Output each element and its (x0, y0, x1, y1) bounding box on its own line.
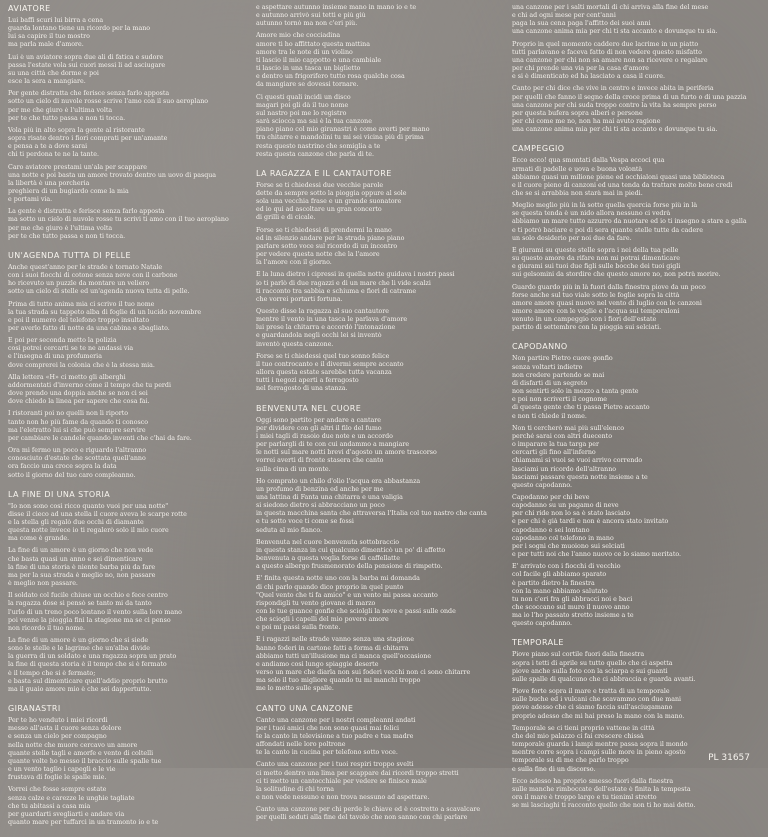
lyric-line: perché sarai con altri duecento (512, 432, 612, 440)
lyric-line: è partito dietro la finestra (512, 579, 595, 587)
song-title: GIRANASTRI (8, 704, 61, 714)
lyric-line: questa notte invece io ti regalerò solo il mio cuore (8, 527, 169, 535)
lyric-line: non credere partendo se mai (512, 371, 605, 379)
lyric-line: ma sotto un cielo di nuvole rosse tu scrivi ti amo con il tuo aeroplano (8, 216, 229, 224)
lyric-line: sulla cima di un monte. (256, 465, 331, 473)
song-block (256, 404, 496, 694)
lyric-line: ed io qui ad ascoltare un gran concerto (256, 206, 382, 214)
lyric-line: i miei tagli di rasoio due note e un accordo (256, 432, 393, 440)
lyric-line: quanto mare per tuffarci in un tramonto io e te (8, 818, 159, 826)
lyric-line: sotto il giorno del tuo caro compleanno. (8, 471, 136, 479)
lyric-line: se mi lasciaghi ti racconto quello che non ti ho mai detto. (512, 802, 696, 810)
lyric-line: mentre il vento in una tasca le parlava d'amore (256, 316, 408, 324)
lyric-line: resta questa canzone che parla di te. (256, 150, 374, 158)
lyric-line: per quelli che fanno il segno della croce prima di un furto o di una pazzia (512, 93, 747, 101)
lyric-line: per vedere questa notte che la l'amore (256, 251, 380, 259)
lyric-line: e poi mi passi sulla fronte. (256, 624, 341, 632)
lyric-line: ti racconto tra sabbia e schiuma e fiori di catrame (256, 287, 417, 295)
lyric-line: lui prese la chitarra e accordò l'intonazione (256, 324, 396, 332)
lyric-line: "Quel vento che ti fa amico" e un vento mi passa accanto (256, 591, 438, 599)
lyric-line: il tuo controcanto e il divermi sempre accanto (256, 360, 404, 368)
lyric-line: Ora mi fermo un poco e riguardo l'altranno (8, 447, 147, 455)
lyric-line: senza voltarti indietro (512, 363, 583, 371)
lyric-line: per chi prende una via per la casa d'amore (512, 65, 649, 73)
lyric-line: per te che tutto passa e non ti tocca. (8, 114, 126, 122)
lyric-line: Canto una canzone per chi perde le chiave ed è costretto a scavalcare (256, 806, 481, 814)
lyric-line: ma l'eletratto lui si che può sempre servire (8, 426, 146, 434)
lyric-line: che sciogli i capelli del mio povero amore (256, 616, 389, 624)
lyric-line: e portami via. (8, 196, 53, 204)
lyric-line: messo all'asta il cuore senza dolore (8, 725, 122, 733)
lyric-line: e andiamo così lungo spiaggie deserte (256, 660, 379, 668)
lyric-line: che del mio palazzo ci fai crescere chissà (512, 732, 644, 740)
lyric-line: per chi ride non lo sa è stato lasciato (512, 510, 631, 518)
lyric-line: autunno tornò ma non c'eri più. (256, 20, 358, 28)
lyric-line: benvenuta a questa voglia forse di caffellatte (256, 555, 400, 563)
lyrics (8, 717, 248, 827)
lyric-line: Ho comprato un chilo d'olio l'acqua era abbastanza (256, 477, 421, 485)
lyrics (8, 503, 248, 694)
lyric-line: io ti parlò di due ragazzi e di un mare che li vide scalzi (256, 279, 431, 287)
lyrics (256, 717, 496, 823)
lyric-line: E la luna dietro i cipressi in quella notte guidava i nostri passi (256, 271, 455, 279)
lyric-line: di chi parlo quando dico proprio in quel punto (256, 583, 404, 591)
lyric-line: ed in silenzio andare per la strada piano piano (256, 234, 405, 242)
lyric-line: passa l'estate vola sui cuori messi li ad asciugare (8, 61, 166, 69)
lyrics (512, 651, 752, 810)
lyric-line: e autunno arrivò sui tetti e più giù (256, 12, 366, 20)
lyric-line: lui sa capire il tuo mostro (8, 33, 90, 41)
lyrics (256, 182, 496, 394)
lyric-line: un profumo di benzina ed anche per me (256, 485, 384, 493)
lyrics (8, 17, 248, 241)
lyric-line: per averlo fatto di notte da una cabina e sbagliato. (8, 325, 170, 332)
lyric-line: lasciami un ricordo dell'altranno (512, 465, 617, 473)
lyric-line: Canto una canzone per i tuoi respiri troppo svelti (256, 761, 414, 769)
lyric-line: esce la sera a mangiare. (8, 78, 86, 86)
lyric-line: I ristoranti poi no quelli non li riporto (8, 410, 129, 418)
lyric-line: per parlargli di te con cui andammo a mangiare (256, 441, 410, 449)
lyric-line: Benvenuta nel cuore benvenuta sottobraccio (256, 538, 400, 546)
lyric-line: la guerra di un soldato e una ragazza sopra un prato (8, 653, 177, 661)
lyric-line: Il soldato col fucile chiuse un occhio e fece centro (8, 592, 168, 600)
lyric-line: tanto non ho più fame da quando ti conosco (8, 418, 149, 426)
lyric-line: e il cuore pieno di canzoni ed una tenda da trattare molto bene credi (512, 181, 733, 189)
lyric-line: ma parla male d'amore. (8, 41, 84, 49)
lyric-line: amore tra le note di un violino (256, 48, 353, 56)
lyric-line: la solitudine di chi torna (256, 785, 335, 793)
lyric-line: Canto una canzone per i nostri compleanni andati (256, 716, 416, 724)
lyric-line: addormentati d'inverno come il tempo che tu perdi (8, 381, 171, 389)
lyric-line: cercarti gli fino all'inferno (512, 449, 596, 457)
lyric-line: da mangiare se dovessi tornare. (256, 81, 359, 89)
lyric-line: hanno foderi in cartone fatti a forma di chitarra (256, 644, 409, 652)
lyric-line: e sulla fine di un discorso. (512, 765, 596, 773)
lyric-line: "Io non sono così ricco quanto vuoi per una notte" (8, 502, 169, 510)
lyric-line: e dentro un frigorifero tutto rosa qualche cosa (256, 73, 405, 81)
lyric-line: per i tuoi amici che non sono quasi mai felici (256, 724, 399, 732)
lyric-line: piove adesso che ci siamo faccia sull'asciugamano (512, 704, 673, 712)
song-title: CAPODANNO (512, 342, 568, 352)
lyric-line: Ecco ecco! qua smontati dalla Vespa eccoci qua (512, 157, 665, 165)
lyric-line: ho ricevuto un puzzle da montare un veliero (8, 280, 150, 288)
lyric-line: temporale guarda i lampi mentre passa sopra il mondo (512, 741, 688, 749)
lyric-line: temporale su di me che parlo troppo (512, 757, 629, 765)
lyric-line: sarà sciocca ma sai è la tua canzone (256, 118, 372, 126)
lyric-line: dove comprerei la colonia che è la stessa mia. (8, 361, 155, 369)
lyric-line: e non vede nessuno e non trova nessuno ad aspettare. (256, 793, 430, 801)
lyric-line: che tu abitassi a casa mia (8, 802, 91, 810)
song-title: BENVENUTA NEL CUORE (256, 403, 362, 413)
lyric-line: sotto un cielo di stelle ed un'agenda nuova tutta di pelle. (8, 288, 190, 296)
lyric-line: proprio adesso che mi hai preso la mano con la mano. (512, 712, 685, 720)
song-block (512, 4, 752, 134)
lyric-line: e tu sotto voce ti come se fossi (256, 518, 354, 526)
lyric-line: verso un mare che diarla non sui foderi vecchi non ci sono chitarre (256, 669, 471, 677)
song-block (8, 251, 248, 480)
lyric-line: con i suoi fiocchi di cotone senza neve con il carbone (8, 272, 178, 280)
lyric-line: e pensa a te a dove sarai (8, 143, 88, 151)
lyric-line: che vorrei portarti fortuna. (256, 295, 343, 303)
song-title: LA FINE DI UNA STORIA (8, 489, 111, 499)
song-title: CANTO UNA CANZONE (256, 703, 354, 713)
lyric-line: quante stelle tagli e amorfe e vento di coltelli (8, 749, 154, 757)
lyric-line: nella notte che muore cercavo un amore (8, 741, 138, 749)
lyric-line: sono le stelle e le lagrime che un'alba divide (8, 645, 150, 653)
lyric-line: magari poi gli dà il tuo nome (256, 101, 349, 109)
lyric-line: sulle manche rimboccate dell'estate è finita la tempesta (512, 785, 691, 793)
lyric-line: sulle buche ed i vulcani che scavammo con due mani (512, 696, 682, 704)
lyric-line: è il tempo che si è fermato; (8, 669, 96, 677)
lyric-line: nel ferragosto di una stanza. (256, 385, 348, 393)
lyric-line: sul nastro poi me lo registro (256, 109, 347, 117)
lyric-line: la ragazza dose si pensò se tanto mi da tanto (8, 600, 152, 608)
lyric-line: quante volte ho messo il braccio sulle spalle tue (8, 757, 162, 765)
lyric-line: Canto per chi dice che vive in centro e invece abita in periferia (512, 85, 714, 93)
lyric-line: e poi non scriverti il cognome (512, 396, 608, 404)
lyric-line: te la canto in televisione a tuo padre e tua madre (256, 732, 414, 740)
lyric-line: la libertà è una porcheria (8, 179, 90, 187)
lyric-line: sui gelsomini da stordire che questo amore no, non potrà morire. (512, 271, 721, 279)
lyric-line: Prima di tutto anima mia ci scrivo il tuo nome (8, 300, 155, 308)
lyric-line: lasciami passare questa notte insieme a te (512, 473, 648, 481)
lyric-line: dette da sempre sotto la pioggia oppure al sole (256, 189, 407, 197)
lyric-line: una canzone per chi non sa amare non sa ricevere o regalare (512, 56, 708, 64)
song-title: AVIATORE (8, 4, 51, 13)
song-title: TEMPORALE (512, 638, 564, 648)
lyric-line: la fine di questa storia è il tempo che si è fermato (8, 661, 167, 669)
lyrics (512, 157, 752, 332)
lyric-line: me lo metto sulle spalle. (256, 685, 334, 693)
lyric-line: Anche quest'anno per le strade è tornato Natale (8, 263, 163, 271)
lyric-line: abbiamo quasi un milione piene ed occhialoni quasi una biblioteca (512, 173, 725, 181)
lyric-line: E' arrivato con i fiocchi di vecchio (512, 563, 621, 571)
lyric-line: Piove forte sopra il mare e tratta di un temporale (512, 688, 670, 696)
lyric-line: tu non c'eri fra gli abbracci noi e baci (512, 595, 633, 603)
lyric-line: o imparare la tua targa per (512, 441, 600, 449)
lyric-line: abbiamo tutti un'illusione ma ci manca quell'occasione (256, 652, 432, 660)
lyric-line: per questa bufera sopra alberi e persone (512, 109, 643, 117)
lyric-line: e guardandola negli occhi lei si inventò (256, 332, 382, 340)
lyric-line: chiamami si vuoi se vuoi arrivo correndo (512, 457, 643, 465)
lyric-line: di questa gente che ti passa Pietro accanto (512, 404, 650, 412)
lyric-line: E giurami su queste stelle sopra i nei della tua pelle (512, 246, 679, 254)
lyric-line: su questo amore da rifare non mi potrai dimenticare (512, 255, 680, 263)
lyric-line: la fine di una storia è niente barba più da fare (8, 563, 156, 571)
lyric-line: partito di settembre con la pioggia sui selciati. (512, 324, 662, 332)
song-title: CAMPEGGIO (512, 144, 565, 154)
song-title: LA RAGAZZA E IL CANTAUTORE (256, 168, 392, 178)
lyric-line: e si è dimenticato ed ha lasciato a casa il cuore. (512, 73, 666, 81)
lyric-line: resta questo nastrino che somiglia a te (256, 142, 381, 150)
lyric-line: Guardo guardo più in là fuori dalla finestra piove da un poco (512, 283, 706, 291)
lyric-line: La fine di un amore è un giorno che si siede (8, 637, 149, 644)
lyric-line: per te che tutto passa e non ti tocca. (8, 232, 126, 240)
lyrics (512, 355, 752, 628)
lyric-line: così potrei cercarti se te ne andassi via (8, 345, 134, 353)
lyric-line: ti lascio in una tasca un biglietto (256, 65, 361, 73)
lyric-line: e chi ad ogni mese per cent'anni (512, 12, 616, 20)
lyric-line: e per tutti noi che l'anno nuovo ce lo siamo meritato. (512, 551, 682, 559)
lyric-line: ora il mare è troppo largo e tu tieniml stretto (512, 793, 657, 801)
lyric-line: inventò questa canzone. (256, 340, 334, 348)
lyric-line: sopra risate dentro i fiori comprati per un'amante (8, 135, 168, 143)
lyric-line: una canzone anima mia per chi ti sta accanto e dovunque tu sia. (512, 126, 718, 134)
lyric-line: e poi il numero del telefono troppo insultato (8, 316, 150, 324)
lyric-line: armati di padelle e uova e buona volontà (512, 165, 643, 173)
lyric-line: e per chi è già tardi e non è ancora stato invitato (512, 518, 669, 526)
lyrics (512, 4, 752, 134)
lyric-line: e aspettare autunno insieme mano in mano io e te (256, 4, 417, 11)
lyric-line: guarda lontano tiene un ricordo per la mano (8, 25, 151, 33)
lyric-line: una canzone per chi suda troppo contro la vita ha sempre perso (512, 101, 717, 109)
lyric-line: piove anche sulla foto con la sciarpa e sui guanti (512, 667, 668, 675)
lyric-line: a questo albergo frusmenorato della pensione di rimpetto. (256, 563, 443, 571)
lyric-line: questo capodanno. (512, 620, 573, 628)
lyric-line: Vola più in alto sopra la gente al ristorante (8, 126, 145, 134)
lyric-line: E poi per seconda metto la polizia (8, 337, 117, 345)
lyric-line: ma per la sua strada è meglio no, non passare (8, 571, 156, 579)
song-block (8, 704, 248, 827)
song-block (256, 4, 496, 159)
lyric-line: mentre corre sopra i campi sulle more in pieno agosto (512, 749, 686, 757)
lyric-line: una canzone anima mia per chi ti sta accanto e dovunque tu sia. (512, 28, 718, 36)
lyric-line: affondati nelle loro poltrone (256, 741, 346, 749)
lyric-line: Piove piano sul cortile fuori dalla finestra (512, 651, 645, 659)
lyric-line: chi ti perdona te ne la tante. (8, 151, 99, 159)
lyric-line: Per gente distratta che ferisce senza farlo apposta (8, 90, 170, 98)
lyric-line: amore amore con le voglie e l'acqua sui temporaloni (512, 308, 680, 315)
catalog-number: PL 31657 (708, 753, 750, 763)
lyric-line: su una città che dorme e poi (8, 69, 99, 77)
song-block (8, 490, 248, 694)
lyric-line: un solo desiderio per noi due da fare. (512, 234, 632, 242)
lyric-line: Proprio in quel momento caddero due lacrime in un piatto (512, 40, 699, 48)
lyric-line: Temporale se ci tieni proprio vattene in città (512, 724, 655, 732)
lyric-line: Forse se ti chiedessi di prendermi la mano (256, 226, 392, 234)
lyric-line: si siedono dietro si abbracciano un poco (256, 502, 385, 510)
lyric-line: preghiera di un bugiardo come la mia (8, 187, 129, 195)
lyric-line: senza calze e carezze le unghie tagliate (8, 794, 135, 802)
lyric-line: ma io l'ho passato stretto insieme a te (512, 612, 634, 620)
lyrics (256, 4, 496, 159)
lyric-line: Non ti cercherò mai più sull'elenco (512, 424, 625, 432)
lyrics (8, 264, 248, 480)
lyric-line: la l'amore con il giorno. (256, 259, 332, 267)
lyric-line: Amore mio che cocciadina (256, 32, 341, 40)
lyric-line: Ecco adesso ha proprio smesso fuori dalla finestra (512, 777, 674, 785)
lyric-line: Forse se ti chiedessi quel tuo sonno felice (256, 352, 390, 360)
lyric-line: è meglio non passare. (8, 580, 78, 588)
lyric-line: ora faccio una croce sopra la data (8, 463, 117, 471)
lyric-line: per quelli seduti alla fine del tavolo che non sanno con chi parlare (256, 814, 468, 822)
lyric-line: Per te ho venduto i miei ricordi (8, 717, 108, 725)
lyric-line: sulle spalle di qualcuno che ci abbraccia e guarda avanti. (512, 675, 696, 683)
lyric-line: ma come è grande. (8, 535, 70, 543)
lyric-line: che se si arrabbia non starà mai in piedi. (512, 189, 643, 197)
lyric-line: capodanno e sei lontano (512, 526, 590, 534)
lyric-line: te la canto in cucina per telefono sotto voce. (256, 749, 398, 757)
lyric-line: Capodanno per chi beve (512, 493, 590, 501)
lyric-line: La gente è distratta e ferisce senza farlo apposta (8, 208, 165, 216)
lyric-line: poi venne la pioggia fini la stagione ma se ci penso (8, 616, 171, 624)
lyric-line: amore amore quasi nuovo nel vento di luglio con le canzoni (512, 299, 702, 307)
lyric-line: ti lascio il mio cappotto e una cambiale (256, 56, 382, 64)
lyric-line: dove prendo una doppia anche se non ci sei (8, 390, 148, 398)
lyric-line: in questa stanza in cui qualcuno dimenticò un po' di affetto (256, 546, 446, 554)
lyric-line: Questo disse la ragazza al suo cantautore (256, 308, 390, 315)
lyric-line: Non partire Pietro cuore gonfio (512, 355, 613, 363)
lyric-line: capodanno col telefono in mano (512, 534, 614, 542)
lyric-line: e non ti chiede il nome. (512, 412, 587, 420)
lyric-line: col facile gli abbiamo sparato (512, 571, 607, 579)
lyric-line: seduta al mio fianco. (256, 526, 323, 534)
lyric-line: Forse se ti chiedessi due vecchie parole (256, 181, 384, 189)
lyric-line: Vorrei che fosse sempre estate (8, 786, 107, 794)
lyric-line: che scoccano sul muro il nuovo anno (512, 604, 630, 611)
lyric-line: per i sogni che muoiono sui selciati (512, 542, 625, 550)
lyric-line: e la stella gli regalò due occhi di diamante (8, 518, 144, 526)
song-block (512, 638, 752, 810)
lyric-line: di disfarti di un segreto (512, 379, 588, 387)
lyric-line: per me che giuro è l'ultima volta (8, 106, 113, 114)
lyric-line: che basta quasi un anno e sei dimenticare (8, 555, 143, 563)
lyrics (256, 417, 496, 694)
lyric-line: di grilli e di cicale. (256, 214, 316, 222)
lyric-line: disse il cieco ad una stella il cuore aveva le scarpe rotte (8, 510, 187, 518)
song-block (512, 342, 752, 628)
lyric-line: in questa macchina santa che attraversa l'Italia col tuo nastro che canta (256, 510, 487, 518)
song-block (512, 144, 752, 332)
lyric-line: vorrei averti di fronte stasera che canto (256, 457, 384, 465)
lyric-line: E i ragazzi nelle strade vanno senza una stagione (256, 636, 414, 644)
song-block (8, 4, 248, 241)
lyric-line: sotto un cielo di nuvole rosse scrive l'amo con il suo aeroplano (8, 98, 209, 106)
lyric-line: sola una vecchia frase e un grande suonatore (256, 198, 402, 206)
lyric-line: non sentirti solo in mezzo a tanta gente (512, 388, 639, 396)
song-block (256, 169, 496, 394)
lyric-line: Lui baffi scuri lui birra a cena (8, 17, 104, 24)
lyric-line: l'urlo di un treno poco lontano il vento sulla loro mano (8, 608, 182, 616)
lyrics-column-2 (256, 4, 496, 832)
lyric-line: conosciuto d'estate che scottata quell'anno (8, 455, 146, 463)
lyric-line: tra chitarre e mandolini tu mi sei vicina più di prima (256, 134, 424, 142)
lyric-line: ma solo il tuo migliore quando tu mi manchi troppo (256, 677, 421, 685)
lyric-line: la tua strada su tappeto alba di foglie di un lucido novembre (8, 308, 202, 316)
lyric-line: con le tue guance gonfie che sciolgli la neve e passi sulle onde (256, 608, 456, 615)
song-title: UN'AGENDA TUTTA DI PELLE (8, 250, 131, 260)
lyric-line: e l'insegna di una profumeria (8, 353, 102, 361)
lyric-line: una notte e poi basta un amore trovato dentro un uovo di pasqua (8, 171, 217, 179)
lyrics-column-1 (8, 4, 248, 837)
lyric-line: per chi come me no, non ha mai avuto ragione (512, 118, 661, 126)
song-block (256, 704, 496, 823)
lyric-line: per dividere con gli altri il filo del fumo (256, 424, 382, 432)
lyric-line: parlare sotto voce sul ricordo di un incontro (256, 242, 398, 250)
lyric-line: Alla lettera «H» ci metto gli alberghi (8, 373, 126, 381)
lyric-line: paga la sua cena paga l'affitto dei suoi anni (512, 20, 651, 28)
lyric-line: allora questa estate sarebbe tutta vacanza (256, 369, 392, 377)
lyric-line: dove chiedo la linea per sapere che cosa fai. (8, 398, 150, 406)
lyric-line: una canzone per i salti mortali di chi arriva alla fine del mese (512, 4, 709, 11)
lyric-line: per cambiare le candele quando inventi che c'hai da fare. (8, 434, 192, 442)
lyric-line: Oggi sono partito per andare a cantare (256, 416, 381, 424)
lyric-line: e basta sul dimenticare quell'addio proprio brutto (8, 677, 168, 685)
lyric-line: una lattina di Fanta una chitarra e una valigia (256, 493, 403, 501)
lyric-line: venuto in un campeggio con i fiori dell'estate (512, 316, 657, 324)
lyric-line: e giurami sui tuoi due figli sulle bocche dei tuoi gigli (512, 263, 681, 271)
lyric-line: capodanno su un pagamo di neve (512, 502, 619, 510)
lyric-line: abbiamo un mare tutto azzurro da nuotare ed io ti insegno a stare a galla (512, 218, 747, 226)
lyric-line: ci metto dentro una lima per scappare dai ricordi troppo stretti (256, 769, 459, 777)
lyric-line: amore ti ho affittato questa mattina (256, 40, 370, 48)
lyric-line: se questa tenda è un nido allora nessuno ci vedrà (512, 210, 671, 218)
lyric-line: ma il guaio amore mio è che sei dappertutto. (8, 685, 152, 693)
lyric-line: e un vento taglio i capegli e le vie (8, 766, 116, 774)
lyric-line: per guardarti svegliarti e andare via (8, 810, 125, 818)
lyric-line: Caro aviatore prestami un'ala per scappare (8, 163, 147, 171)
lyric-line: e senza un cielo per compagno (8, 733, 107, 741)
lyric-line: piano piano col mio giranastri è come averti per mano (256, 126, 430, 134)
lyric-line: tutti parlavano e faceva fatto di non vedere questo misfatto (512, 48, 702, 56)
lyric-line: non ricordo il tuo nome. (8, 624, 86, 632)
lyric-line: La fine di un amore è un giorno che non vede (8, 547, 154, 555)
lyric-line: Ci questi quali incidi un disco (256, 93, 351, 101)
lyric-line: per me che giuro è l'ultima volta (8, 224, 113, 232)
lyric-line: Lui è un aviatore sopra due ali di fatica e sudore (8, 53, 164, 61)
lyric-line: questo capodanno. (512, 481, 573, 489)
lyric-line: e ti potrò baciare e poi di sera quante stelle tutte da cadere (512, 226, 703, 234)
lyric-line: rispondigli tu vento giovane di marzo (256, 599, 376, 607)
lyric-line: Meglio meglio più in là sotto quella quercia forse più in là (512, 202, 698, 210)
lyric-line: frustava di foglie le spalle mie. (8, 774, 107, 782)
lyrics-column-3 (512, 4, 752, 820)
lyric-line: forse anche sul tuo viale sotto le foglie sopra la città (512, 291, 680, 299)
lyric-line: ci ti metto un cantocchiale per vedere se finisce male (256, 777, 427, 785)
lyric-line: sopra i tetti di aprile su tutto quello che ci aspetta (512, 659, 673, 667)
lyric-line: tutti i negozi aperti a ferragosto (256, 377, 359, 385)
lyric-line: le notti sul mare notti brevi d'agosto un amore trascorso (256, 449, 437, 457)
lyric-line: E' finita questa notte uno con la barba mi domanda (256, 575, 420, 583)
lyric-line: con la mano abbiamo salutato (512, 587, 608, 595)
